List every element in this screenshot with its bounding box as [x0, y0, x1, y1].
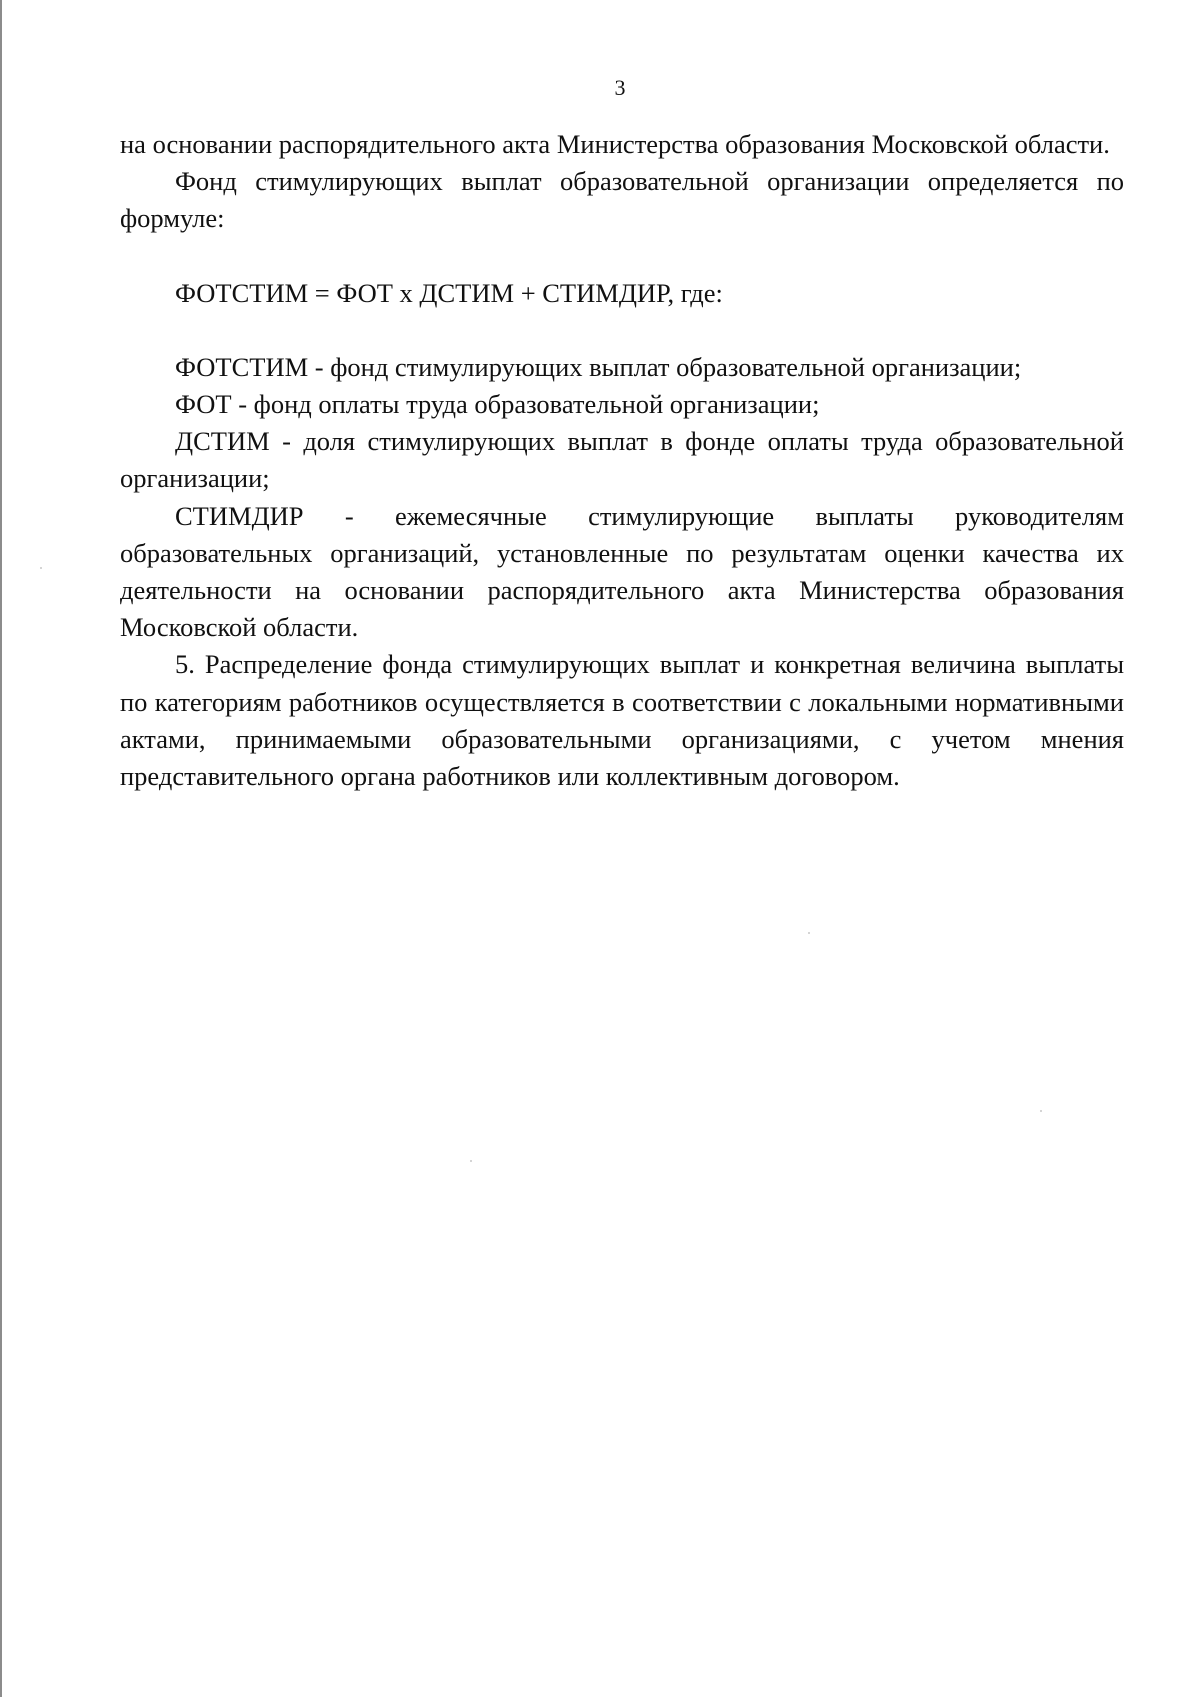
scan-speck	[40, 567, 42, 569]
definition-dstim: ДСТИМ - доля стимулирующих выплат в фонде оплаты труда образовательной организации;	[120, 426, 1124, 494]
paragraph-continuation: на основании распорядительного акта Министерства образования Московской области.	[120, 129, 1110, 159]
scan-speck	[808, 932, 810, 934]
scan-speck	[1040, 1110, 1042, 1112]
definition-fotstim: ФОТСТИМ - фонд стимулирующих выплат образовательной организации;	[175, 351, 1022, 382]
formula: ФОТСТИМ = ФОТ х ДСТИМ + СТИМДИР, где:	[175, 277, 723, 308]
document-body	[120, 126, 1124, 795]
definition-stimdir: СТИМДИР - ежемесячные стимулирующие выплаты руководителям образовательных организаций, установленные по результатам оценки качества их деятельности на основании распорядительного акта Министерства образования Московской области.	[120, 500, 1124, 643]
scan-speck	[470, 1160, 472, 1162]
paragraph-5: 5. Распределение фонда стимулирующих выплат и конкретная величина выплаты по категориям работников осуществляется в соответствии с локальными нормативными актами, принимаемыми образовательными организациями, с учетом мнения представительного органа работников или коллективным договором.	[120, 649, 1124, 792]
page-number: 3	[614, 75, 626, 100]
scan-edge	[0, 0, 2, 1697]
paragraph-formula-intro: Фонд стимулирующих выплат образовательной организации определяется по формуле:	[120, 166, 1124, 234]
definition-fot: ФОТ - фонд оплаты труда образовательной организации;	[175, 389, 820, 420]
